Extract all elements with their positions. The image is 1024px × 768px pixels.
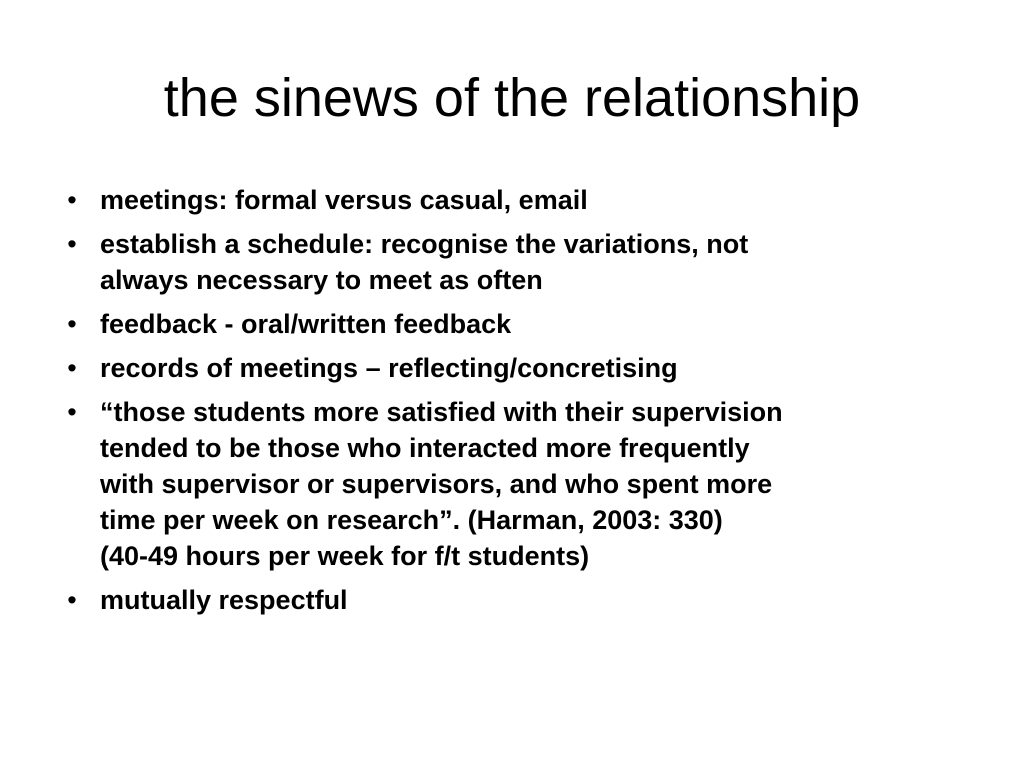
slide-title: the sinews of the relationship	[163, 68, 861, 128]
bullet-item	[62, 350, 982, 386]
bullet-text: records of meetings – reflecting/concretising	[100, 353, 678, 383]
bullet-item	[62, 582, 982, 618]
bullet-text: meetings: formal versus casual, email	[100, 185, 588, 215]
bullet-dot-icon: •	[67, 585, 77, 615]
bullet-item	[62, 226, 982, 298]
bullet-dot-icon: •	[67, 229, 77, 259]
bullet-text: “those students more satisfied with their supervision tended to be those who interacted more frequently with supervisor or supervisors, and who spent more time per week on research”. (Harman, 2003: 330) (40-49 hours per week for f/t students)	[100, 397, 783, 571]
bullet-list	[62, 182, 982, 626]
bullet-dot-icon: •	[67, 353, 77, 383]
bullet-item	[62, 182, 982, 218]
bullet-dot-icon: •	[67, 397, 77, 427]
bullet-text: feedback - oral/written feedback	[100, 309, 512, 339]
bullet-dot-icon: •	[67, 185, 77, 215]
bullet-text: establish a schedule: recognise the variations, not always necessary to meet as often	[100, 229, 749, 295]
bullet-dot-icon: •	[67, 309, 77, 339]
bullet-item	[62, 306, 982, 342]
bullet-text: mutually respectful	[100, 585, 348, 615]
bullet-item	[62, 394, 982, 574]
